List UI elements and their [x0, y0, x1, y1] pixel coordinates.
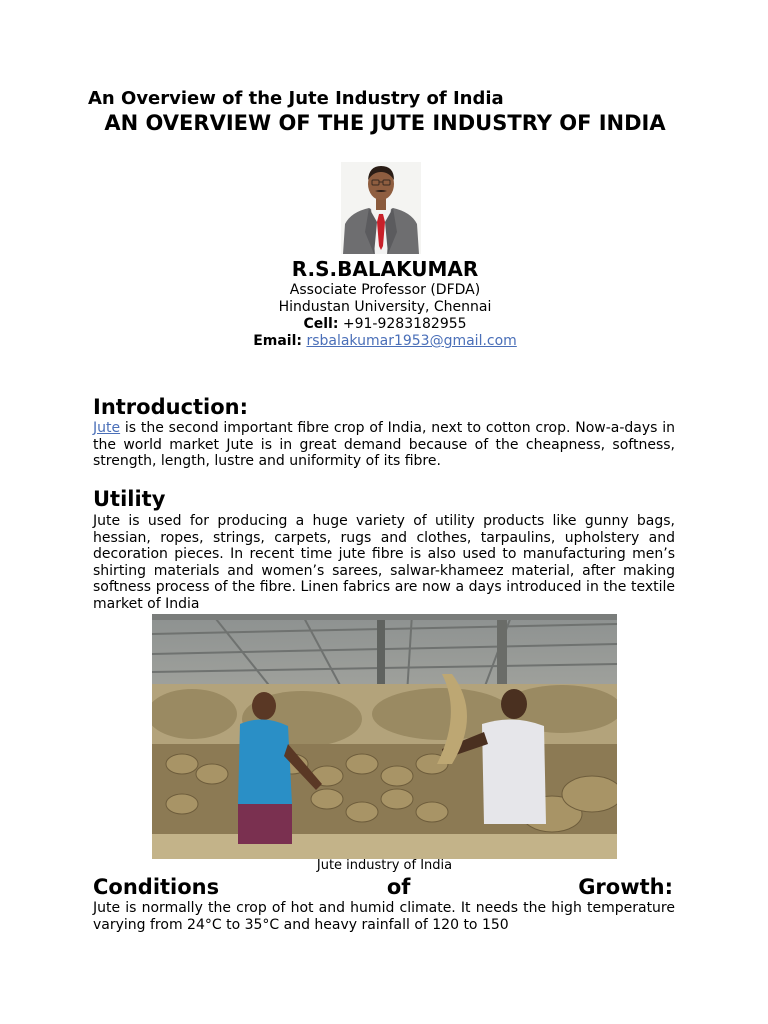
introduction-paragraph: [93, 420, 675, 470]
cell-number: +91-9283182955: [342, 316, 467, 332]
introduction-text: is the second important fibre crop of India, next to cotton crop. Now-a-days in the world market Jute is in great demand because of the cheapness, softness, strength, length, lustre and uniformity of its fibre.: [93, 420, 675, 469]
cell-label: Cell:: [303, 316, 339, 332]
conditions-paragraph: Jute is normally the crop of hot and humid climate. It needs the high temperature varying from 24°C to 35°C and heavy rainfall of 120 to 150: [93, 900, 675, 933]
introduction-heading: Introduction:: [93, 395, 249, 419]
utility-heading: Utility: [93, 487, 166, 511]
jute-link[interactable]: Jute: [93, 420, 121, 436]
author-name: R.S.BALAKUMAR: [291, 257, 479, 281]
conditions-heading: [93, 874, 673, 900]
author-block: [90, 256, 680, 350]
email-link[interactable]: rsbalakumar1953@gmail.com: [306, 333, 517, 349]
author-position: Associate Professor (DFDA): [289, 282, 481, 298]
document-title: An Overview of the Jute Industry of India: [88, 88, 504, 109]
author-cell: [90, 316, 680, 333]
author-photo: [341, 162, 421, 254]
conditions-heading-word-2: of: [386, 875, 411, 899]
main-title: AN OVERVIEW OF THE JUTE INDUSTRY OF INDIA: [104, 111, 666, 135]
email-label: Email:: [253, 333, 302, 349]
author-email: [90, 333, 680, 350]
conditions-heading-word-3: Growth:: [578, 875, 673, 899]
author-institution: Hindustan University, Chennai: [278, 299, 492, 315]
conditions-heading-word-1: Conditions: [93, 875, 220, 899]
jute-industry-photo: [152, 614, 617, 859]
utility-paragraph: Jute is used for producing a huge variety of utility products like gunny bags, hessian, ropes, strings, carpets, rugs and clothes, tarpaulins, upholstery and decoration pieces. In recent time jute fibre is also used to manufacturing men’s shirting materials and women’s sarees, salwar-khameez material, after making softness process of the fibre. Linen fabrics are now a days introduced in the textile market of India: [93, 513, 675, 612]
figure-caption: Jute industry of India: [316, 858, 453, 873]
